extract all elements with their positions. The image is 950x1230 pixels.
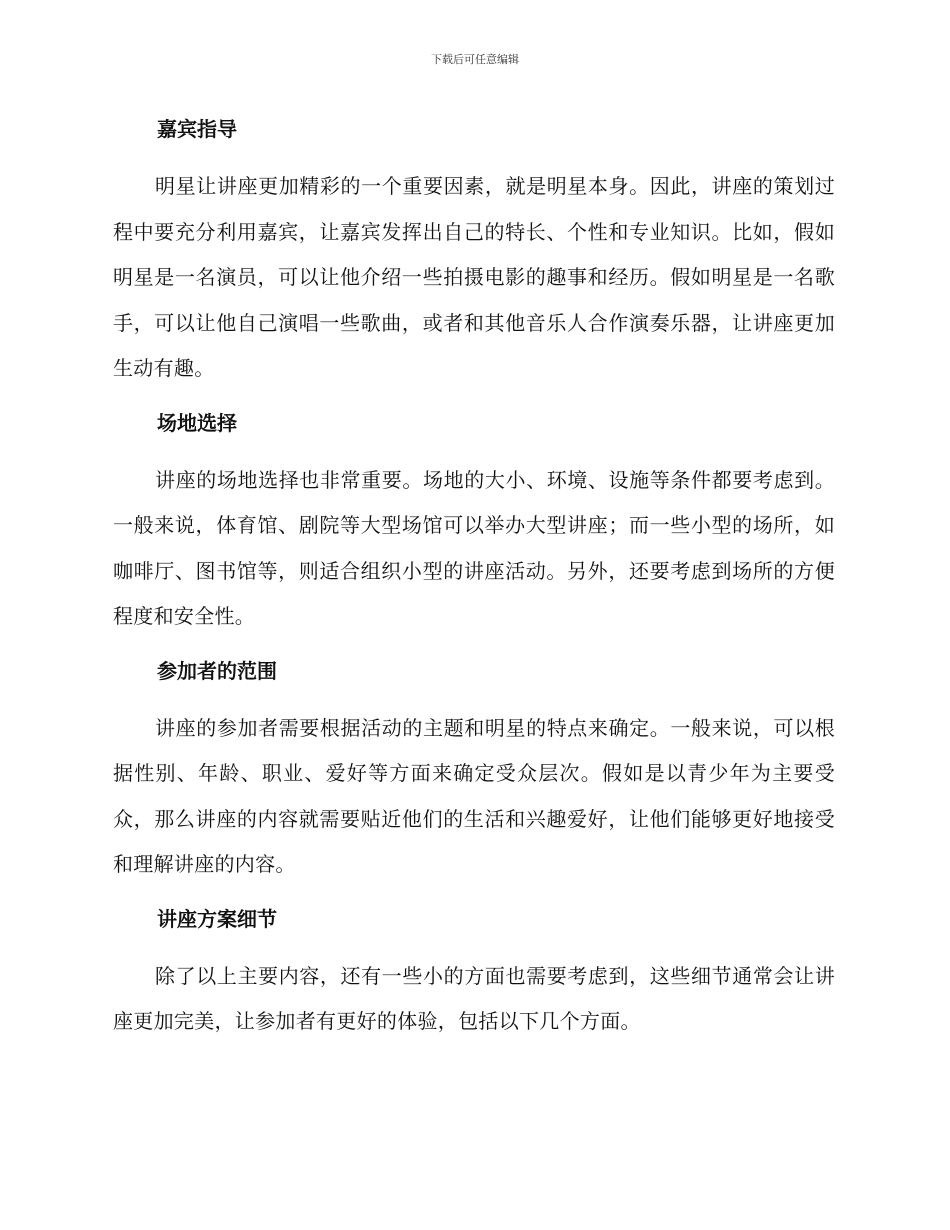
section-heading-venue-selection: 场地选择 — [157, 410, 237, 435]
document-body — [113, 110, 835, 1045]
section-heading-participant-scope: 参加者的范围 — [157, 658, 277, 683]
page-header: 下载后可任意编辑 — [431, 53, 519, 66]
section-heading-plan-details: 讲座方案细节 — [157, 906, 277, 931]
section-heading-guest-guidance: 嘉宾指导 — [157, 117, 237, 141]
section-paragraph-venue-selection: 讲座的场地选择也非常重要。场地的大小、环境、设施等条件都要考虑到。一般来说，体育馆、剧院等大型场馆可以举办大型讲座；而一些小型的场所，如咖啡厅、图书馆等，则适合组织小型的讲座活动。另外，还要考虑到场所的方便程度和安全性。 — [113, 467, 835, 628]
section-paragraph-guest-guidance: 明星让讲座更加精彩的一个重要因素，就是明星本身。因此，讲座的策划过程中要充分利用嘉宾，让嘉宾发挥出自己的特长、个性和专业知识。比如，假如明星是一名演员，可以让他介绍一些拍摄电影的趣事和经历。假如明星是一名歌手，可以让他自己演唱一些歌曲，或者和其他音乐人合作演奏乐器，让讲座更加生动有趣。 — [113, 174, 835, 380]
section-paragraph-participant-scope: 讲座的参加者需要根据活动的主题和明星的特点来确定。一般来说，可以根据性别、年龄、职业、爱好等方面来确定受众层次。假如是以青少年为主要受众，那么讲座的内容就需要贴近他们的生活和兴趣爱好，让他们能够更好地接受和理解讲座的内容。 — [113, 715, 835, 876]
section-paragraph-plan-details: 除了以上主要内容，还有一些小的方面也需要考虑到，这些细节通常会让讲座更加完美，让参加者有更好的体验，包括以下几个方面。 — [113, 963, 835, 1033]
